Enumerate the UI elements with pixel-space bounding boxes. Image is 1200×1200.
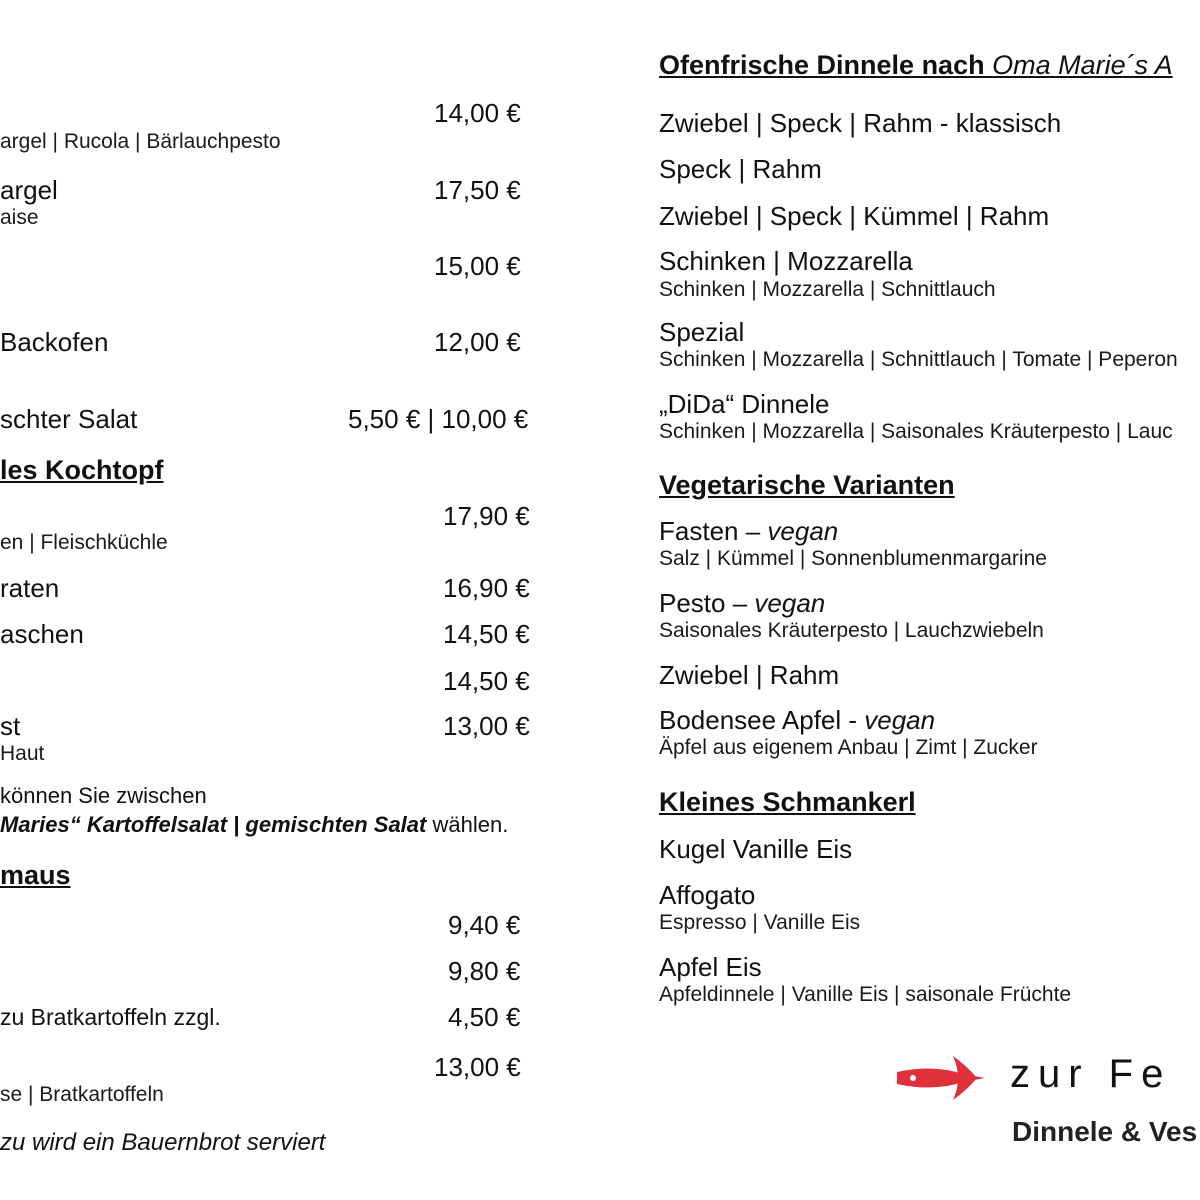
dinnele-description: Schinken | Mozzarella | Schnittlauch | Tomate | Peperon [659,348,1178,371]
side-dish-choices: Maries“ Kartoffelsalat | gemischten Salat [0,812,427,837]
item-price: 12,00 € [434,327,521,357]
veg-item [659,516,838,547]
section-heading-dinnele [659,50,1173,81]
dessert-description: Apfeldinnele | Vanille Eis | saisonale Früchte [659,983,1072,1006]
item-price: 17,90 € [443,501,530,531]
item-description: Haut [0,742,45,765]
dessert-item: Apfel Eis [659,952,762,982]
section-heading: Vegetarische Varianten [659,470,955,500]
side-dish-options [0,812,508,838]
item-price: 9,80 € [448,956,521,986]
item-price: 15,00 € [434,251,521,281]
item-name: raten [0,573,60,603]
item-price: 14,50 € [443,619,530,649]
vegan-tag: vegan [864,705,936,735]
side-dish-suffix: wählen. [426,812,509,837]
logo-wordmark: zur Fe [1010,1052,1172,1096]
logo-mark [893,1050,993,1110]
dessert-item: Kugel Vanille Eis [659,834,853,864]
item-name: aschen [0,619,84,649]
item-name: zu Bratkartoffeln zzgl. [0,1004,221,1030]
dinnele-description: Schinken | Mozzarella | Saisonales Kräuterpesto | Lauc [659,420,1173,443]
dinnele-description: Schinken | Mozzarella | Schnittlauch [659,278,996,301]
veg-item-name: Pesto – [659,588,755,618]
dinnele-item: Spezial [659,317,745,347]
item-name: argel [0,175,58,205]
item-price: 16,90 € [443,573,530,603]
item-price: 14,50 € [443,666,530,696]
item-price: 13,00 € [443,711,530,741]
heading-italic: Oma Marie´s A [992,50,1173,80]
dessert-item: Affogato [659,880,756,910]
logo-tagline: Dinnele & Ves [1012,1116,1198,1147]
section-heading: maus [0,860,71,890]
bread-note: zu wird ein Bauernbrot serviert [0,1129,326,1156]
item-name: Backofen [0,327,109,357]
item-description: en | Fleischküchle [0,531,168,554]
fish-logo-icon [893,1050,993,1110]
item-price: 14,00 € [434,98,521,128]
section-heading: Kleines Schmankerl [659,787,916,817]
dinnele-item: Schinken | Mozzarella [659,246,913,276]
veg-description: Salz | Kümmel | Sonnenblumenmargarine [659,547,1047,570]
veg-item-name: Fasten – [659,516,768,546]
side-dish-note: können Sie zwischen [0,783,207,808]
item-price: 5,50 € | 10,00 € [348,404,529,434]
item-description: se | Bratkartoffeln [0,1083,164,1106]
veg-item [659,705,935,736]
dinnele-item: Zwiebel | Speck | Kümmel | Rahm [659,201,1050,231]
veg-item-name: Bodensee Apfel - [659,705,865,735]
vegan-tag: vegan [767,516,839,546]
item-name: st [0,711,21,741]
section-heading: les Kochtopf [0,455,164,485]
veg-item [659,588,825,619]
item-description: argel | Rucola | Bärlauchpesto [0,130,281,153]
dinnele-item: „DiDa“ Dinnele [659,389,830,419]
dinnele-item: Speck | Rahm [659,154,822,184]
veg-item: Zwiebel | Rahm [659,660,840,690]
veg-description: Äpfel aus eigenem Anbau | Zimt | Zucker [659,736,1038,759]
vegan-tag: vegan [754,588,826,618]
item-price: 13,00 € [434,1052,521,1082]
item-description: aise [0,206,39,229]
dinnele-item: Zwiebel | Speck | Rahm - klassisch [659,108,1062,138]
heading-text: Ofenfrische Dinnele nach [659,50,993,80]
item-price: 9,40 € [448,910,521,940]
item-name: schter Salat [0,404,138,434]
item-price: 17,50 € [434,175,521,205]
dessert-description: Espresso | Vanille Eis [659,911,861,934]
item-price: 4,50 € [448,1002,521,1032]
veg-description: Saisonales Kräuterpesto | Lauchzwiebeln [659,619,1044,642]
